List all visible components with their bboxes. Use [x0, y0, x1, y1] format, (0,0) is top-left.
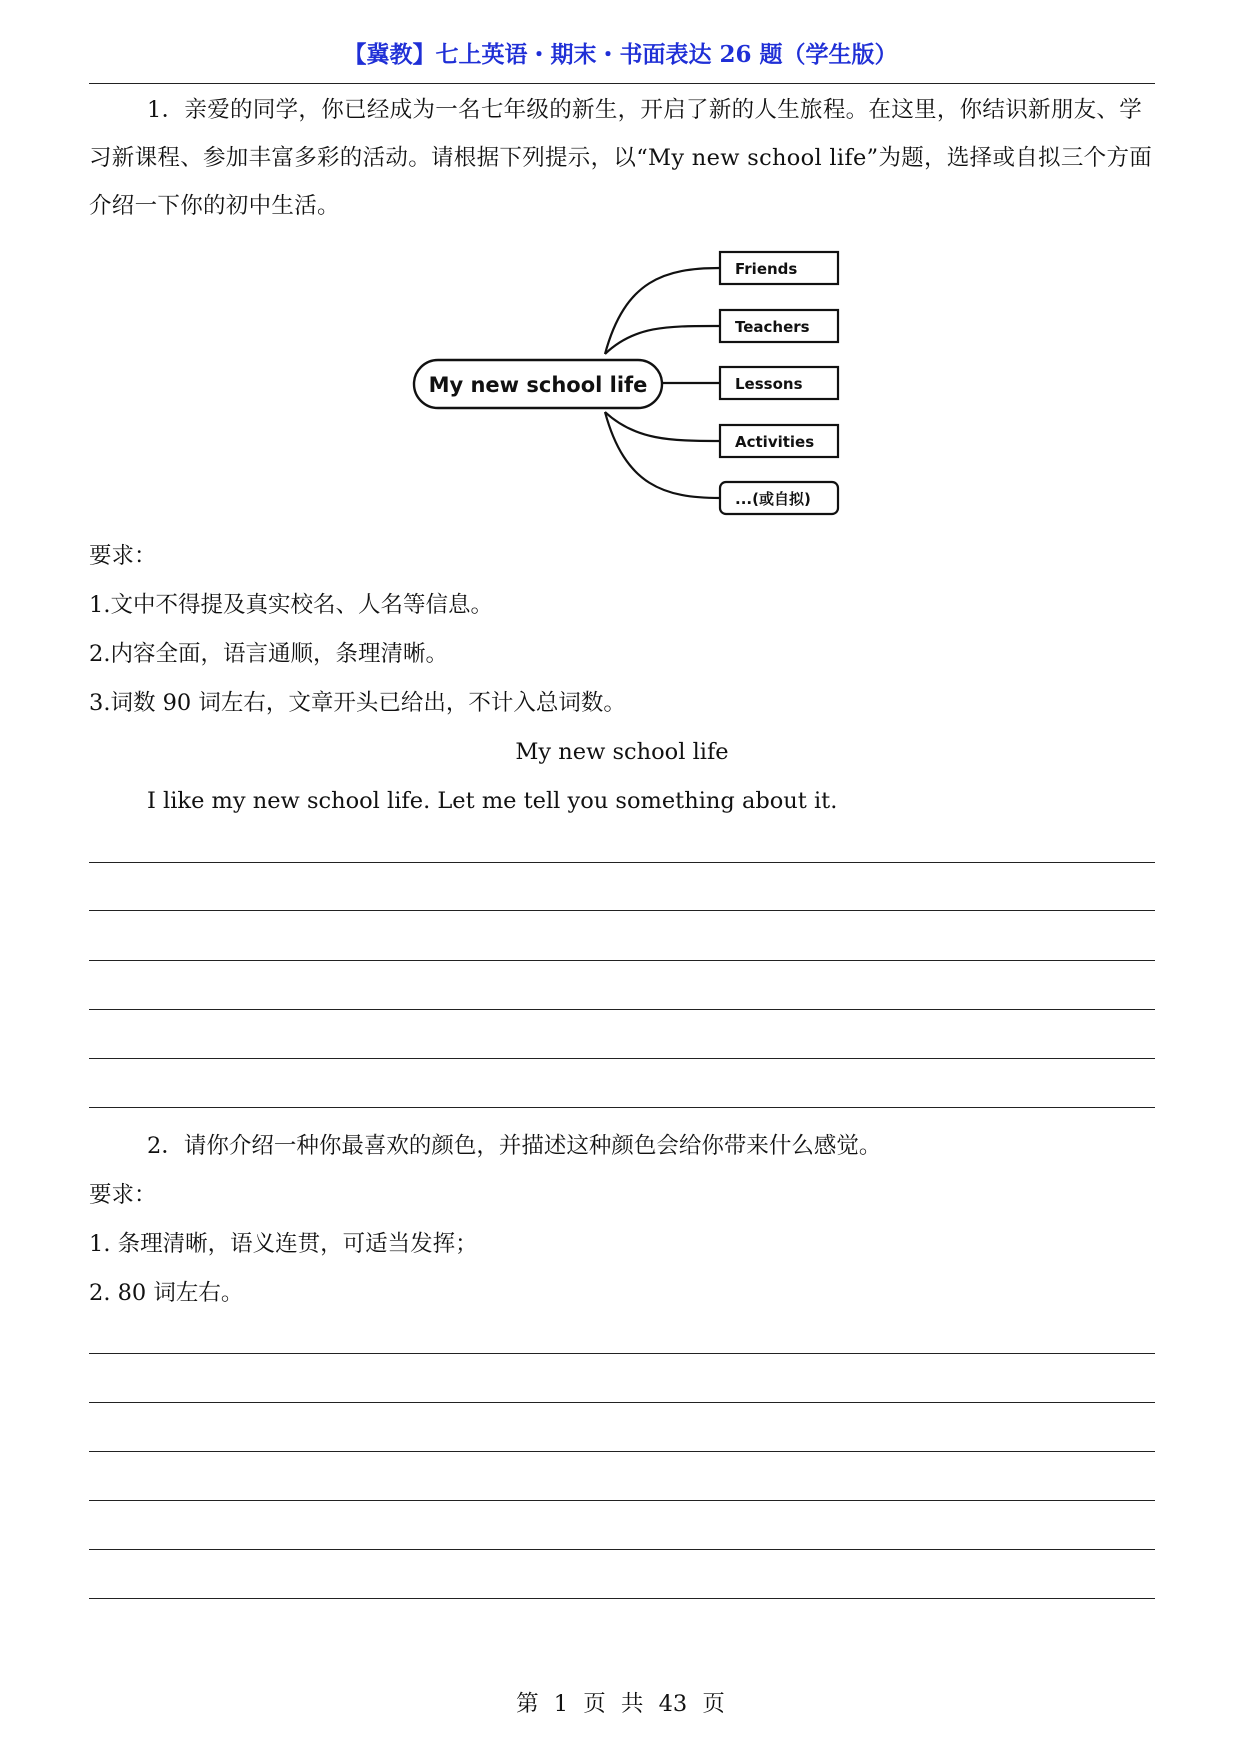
mind-map-diagram	[405, 240, 845, 530]
header-title: 【冀教】七上英语・期末・书面表达 26 题（学生版）	[343, 41, 898, 68]
branch-label-other: ...(或自拟)	[735, 490, 811, 508]
branch-label-teachers: Teachers	[735, 318, 810, 336]
branch-label-friends: Friends	[735, 260, 798, 278]
q1-essay-title: My new school life	[515, 739, 729, 765]
q2-answer-line-5[interactable]	[89, 1549, 1155, 1550]
q1-essay-opening: I like my new school life. Let me tell you something about it.	[147, 788, 838, 814]
q1-requirement-2: 2.内容全面，语言通顺，条理清晰。	[89, 641, 448, 667]
q2-answer-line-6[interactable]	[89, 1598, 1155, 1599]
q1-answer-line-2[interactable]	[89, 910, 1155, 911]
q2-prompt: 2．请你介绍一种你最喜欢的颜色，并描述这种颜色会给你带来什么感觉。	[147, 1133, 882, 1159]
q2-answer-line-2[interactable]	[89, 1402, 1155, 1403]
q1-answer-line-4[interactable]	[89, 1009, 1155, 1010]
q1-prompt: 1．亲爱的同学，你已经成为一名七年级的新生，开启了新的人生旅程。在这里，你结识新朋友、学习新课程、参加丰富多彩的活动。请根据下列提示，以“My new school life”为题，选择或自拟三个方面介绍一下你的初中生活。	[89, 97, 1153, 219]
q1-answer-line-5[interactable]	[89, 1058, 1155, 1059]
q2-answer-line-4[interactable]	[89, 1500, 1155, 1501]
page-number: 第 1 页 共 43 页	[516, 1691, 725, 1717]
branch-connector-teachers	[605, 326, 720, 354]
q2-answer-line-3[interactable]	[89, 1451, 1155, 1452]
q1-requirements-heading: 要求：	[89, 543, 157, 569]
q1-requirement-3: 3.词数 90 词左右，文章开头已给出，不计入总词数。	[89, 690, 626, 716]
q2-requirement-2: 2. 80 词左右。	[89, 1280, 244, 1306]
q2-requirements-heading: 要求：	[89, 1182, 157, 1208]
q1-answer-line-1[interactable]	[89, 862, 1155, 863]
branch-label-activities: Activities	[735, 433, 815, 451]
q2-answer-line-1[interactable]	[89, 1353, 1155, 1354]
branch-connector-activities	[605, 412, 720, 441]
header-divider	[89, 83, 1155, 84]
branch-label-lessons: Lessons	[735, 375, 803, 393]
q1-answer-line-6[interactable]	[89, 1107, 1155, 1108]
mind-map-center-label: My new school life	[428, 373, 648, 397]
q1-requirement-1: 1.文中不得提及真实校名、人名等信息。	[89, 592, 493, 618]
q1-answer-line-3[interactable]	[89, 960, 1155, 961]
q2-requirement-1: 1. 条理清晰，语义连贯，可适当发挥；	[89, 1231, 478, 1257]
